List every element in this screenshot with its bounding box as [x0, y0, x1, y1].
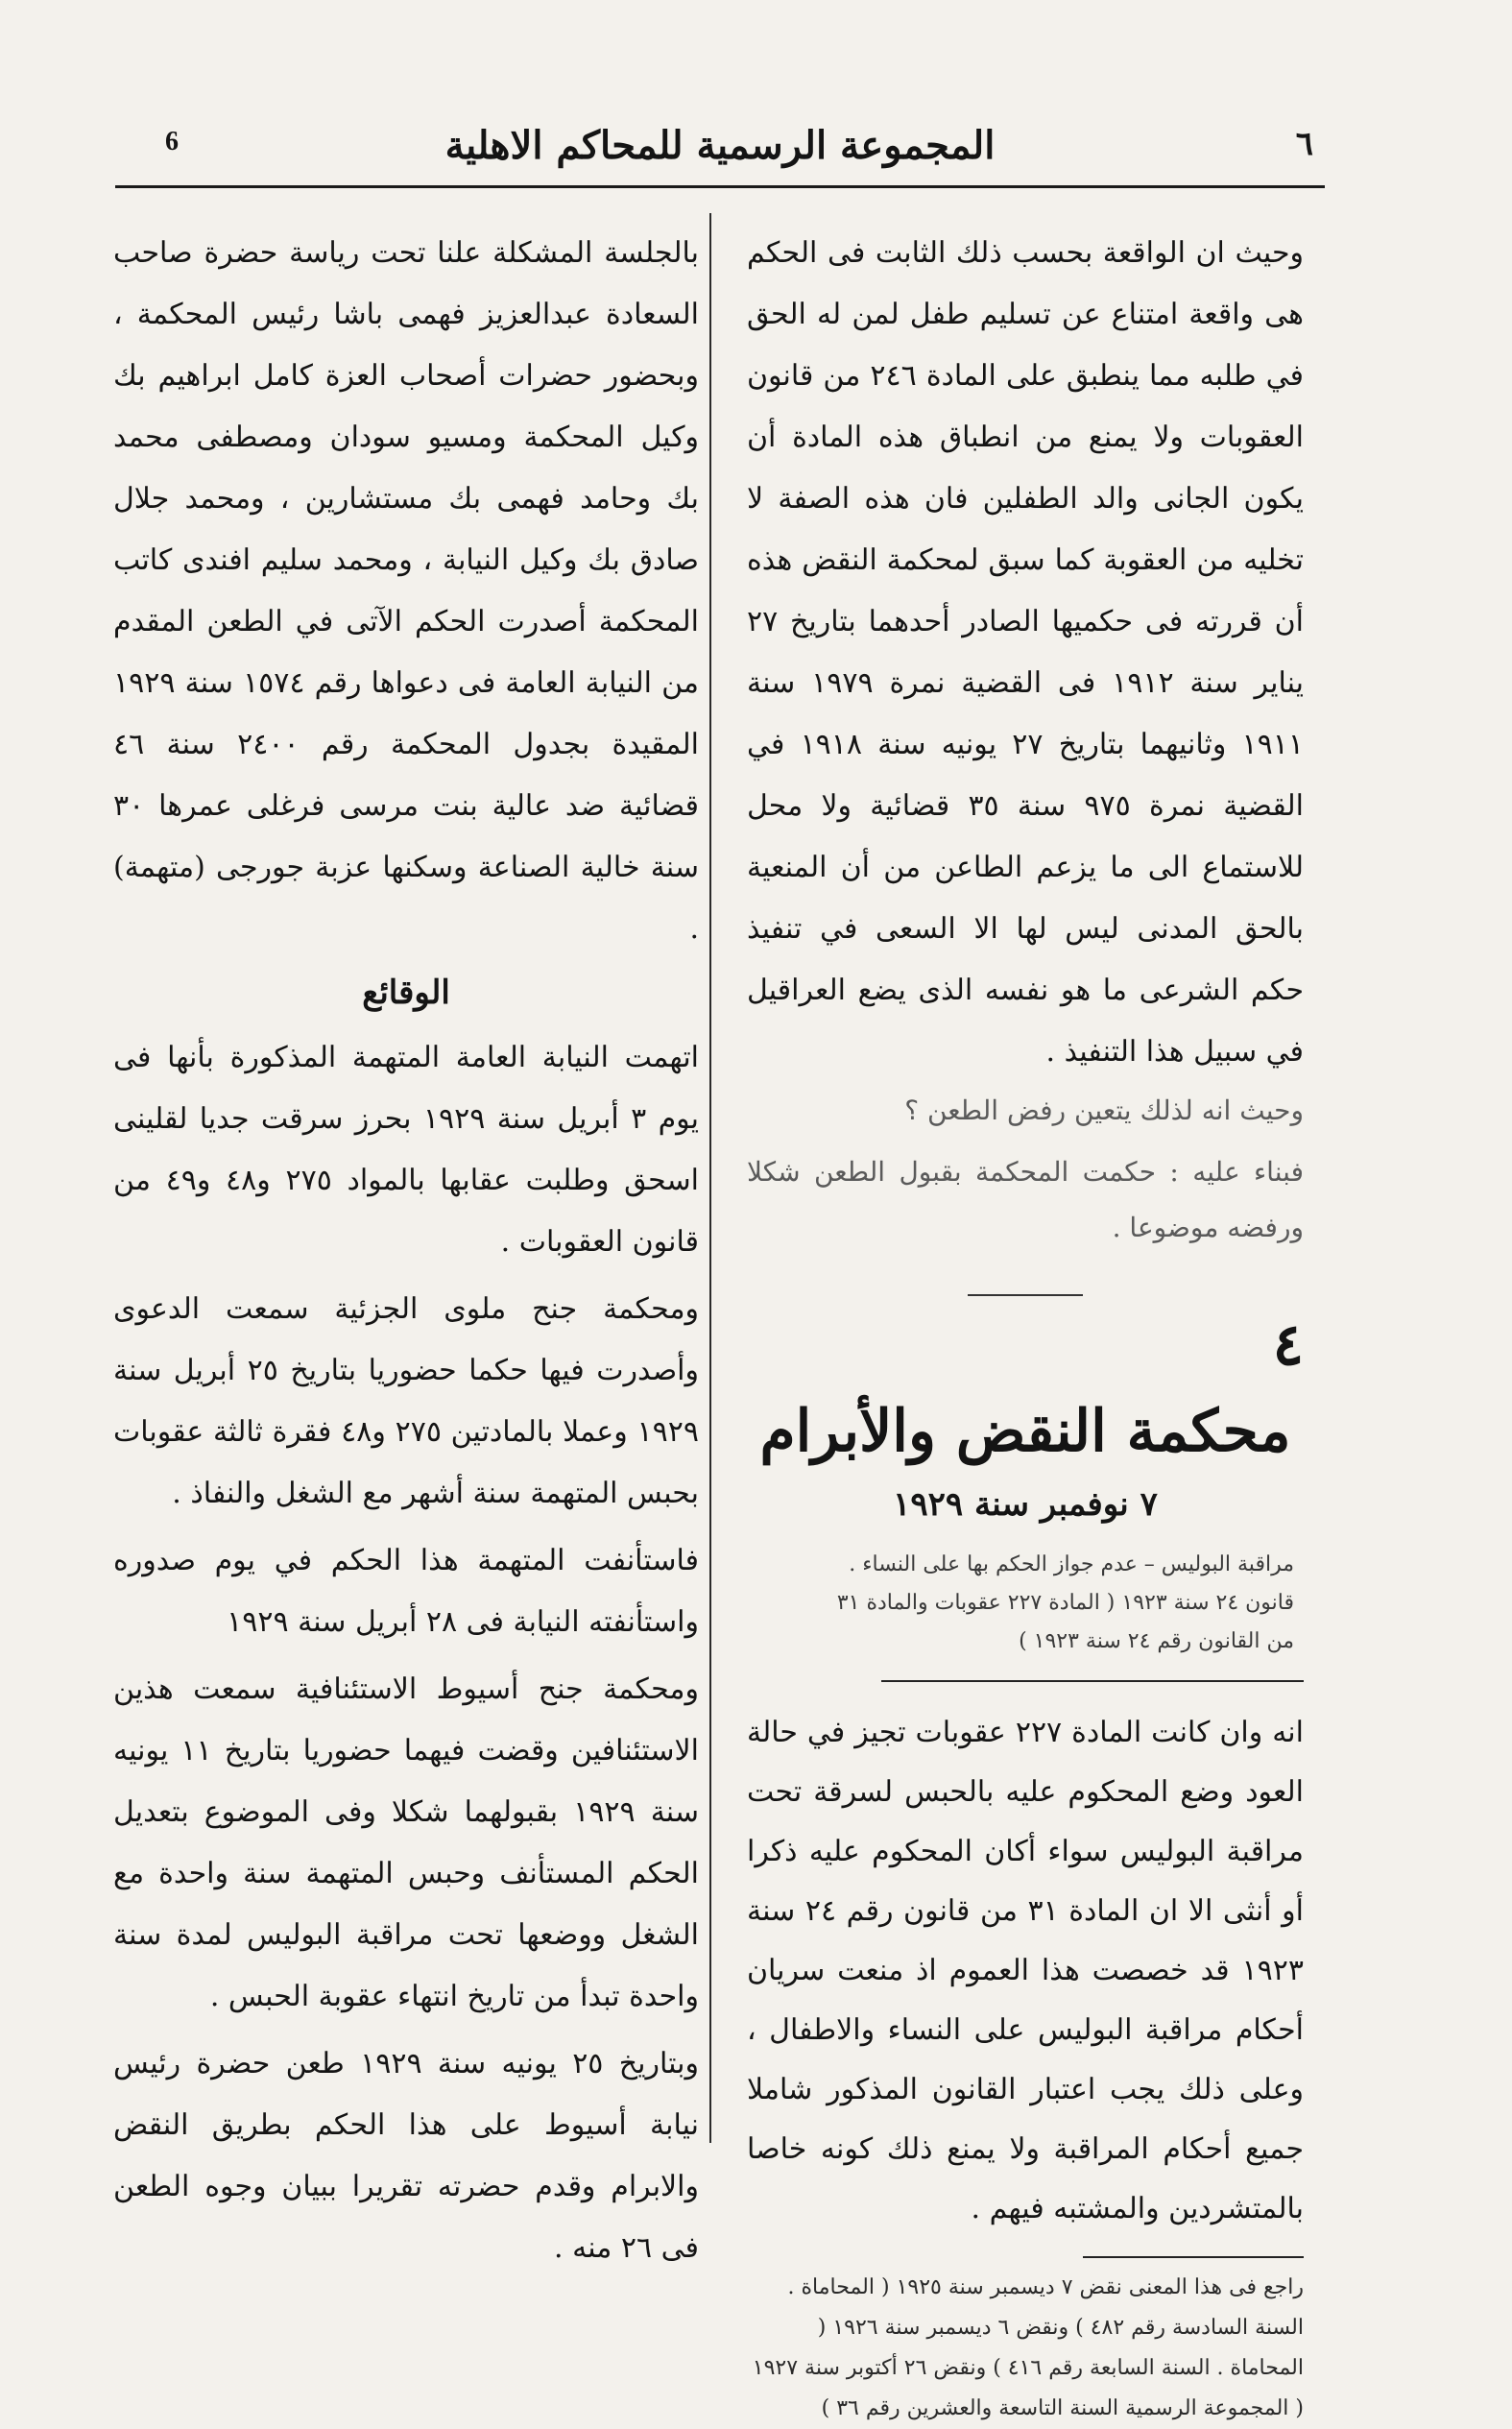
header-rule: [115, 185, 1325, 188]
facts-paragraph: فاستأنفت المتهمة هذا الحكم في يوم صدوره واستأنفته النيابة فى ٢٨ أبريل سنة ١٩٢٩: [113, 1544, 699, 1639]
facts-paragraph: ومحكمة جنح أسيوط الاستئنافية سمعت هذين الاستئنافين وقضت فيهما حضوريا بتاريخ ١١ يونيه سنة ١٩٢٩ بقبولهما شكلا وفى الموضوع بتعديل الحكم المستأنف وحبس المتهمة سنة واحدة مع الشغل ووضعها تحت مراقبة البوليس لمدة سنة واحدة تبدأ من تاريخ انتهاء عقوبة الحبس .: [113, 1672, 699, 2013]
case-number-ornament: ٤: [1272, 1311, 1304, 1379]
facts-paragraph: وبتاريخ ٢٥ يونيه سنة ١٩٢٩ طعن حضرة رئيس نيابة أسيوط على هذا الحكم بطريق النقض والابرام وقدم حضرته تقريرا ببيان وجوه الطعن فى ٢٦ منه .: [113, 2047, 699, 2265]
facts-paragraph: ومحكمة جنح ملوى الجزئية سمعت الدعوى وأصدرت فيها حكما حضوريا بتاريخ ٢٥ أبريل سنة ١٩٢٩ وعملا بالمادتين ٢٧٥ و٤٨ فقرة ثالثة عقوبات بحبس المتهمة سنة أشهر مع الشغل والنفاذ .: [113, 1292, 700, 1510]
judgment-paragraph: وحيث ان الواقعة بحسب ذلك الثابت فى الحكم هى واقعة امتناع عن تسليم طفل لمن له الحق في طلبه مما ينطبق على المادة ٢٤٦ من قانون العقوبات ولا يمنع من انطباق هذه المادة أن يكون الجانى والد الطفلين فان هذه الصفة لا تخليه من العقوبة كما سبق لمحكمة النقض هذه أن قررته فى حكميها الصادر أحدهما بتاريخ ٢٧ يناير سنة ١٩١٢ فى القضية نمرة ١٩٧٩ سنة ١٩١١ وثانيهما بتاريخ ٢٧ يونيه سنة ١٩١٨ في القضية نمرة ٩٧٥ سنة ٣٥ قضائية ولا محل للاستماع الى ما يزعم الطاعن من أن المنعية بالحق المدنى ليس لها الا السعى في تنفيذ حكم الشرعى ما هو نفسه الذى يضع العراقيل في سبيل هذا التنفيذ .: [747, 236, 1305, 1069]
facts-heading: الوقائع: [362, 974, 450, 1012]
ornament-rule: [968, 1294, 1083, 1296]
page-number-latin: 6: [165, 127, 179, 156]
summary-line: قانون ٢٤ سنة ١٩٢٣ ( المادة ٢٢٧ عقوبات والمادة ٣١: [836, 1591, 1294, 1615]
case-summary: [747, 1546, 1304, 1661]
footnote: راجع فى هذا المعنى نقض ٧ ديسمبر سنة ١٩٢٥ ( المحاماة . السنة السادسة رقم ٤٨٢ ) ونقض ٦ ديسمبر سنة ١٩٢٦ ( المحاماة . السنة السابعة رقم ٤١٦ ) ونقض ٢٦ أكتوبر سنة ١٩٢٧ ( المجموعة الرسمية السنة التاسعة والعشرين رقم ٣٦ ): [752, 2275, 1304, 2420]
left-column: [113, 223, 699, 2279]
faded-text-block: [747, 1083, 1304, 1256]
verdict-paragraph: فبناء عليه : حكمت المحكمة بقبول الطعن شكلا ورفضه موضوعا .: [747, 1156, 1304, 1243]
page-number-arabic: ٦: [1295, 125, 1313, 163]
summary-line: من القانون رقم ٢٤ سنة ١٩٢٣ ): [1019, 1629, 1294, 1653]
principle-paragraph: انه وان كانت المادة ٢٢٧ عقوبات تجيز في حالة العود وضع المحكوم عليه بالحبس لسرقة تحت مراقبة البوليس سواء أكان المحكوم عليه ذكرا أو أنثى الا ان المادة ٣١ من قانون رقم ٢٤ سنة ١٩٢٣ قد خصصت هذا العموم اذ منعت سريان أحكام مراقبة البوليس على النساء والاطفال ، وعلى ذلك يجب اعتبار القانون المذكور شاملا جميع أحكام المراقبة ولا يمنع ذلك كونه خاصا بالمتشردين والمشتبه فيهم .: [747, 1716, 1304, 2225]
column-divider: [709, 213, 711, 2143]
footnote-rule: [1083, 2256, 1304, 2258]
section-ornament: [747, 1294, 1304, 1379]
court-date: ٧ نوفمبر سنة ١٩٢٩: [893, 1485, 1158, 1524]
page-header: [115, 115, 1325, 182]
right-column: [747, 223, 1304, 2429]
facts-paragraph: اتهمت النيابة العامة المتهمة المذكورة بأنها فى يوم ٣ أبريل سنة ١٩٢٩ بحرز سرقت جديا لقلينى اسحق وطلبت عقابها بالمواد ٢٧٥ و٤٨ و٤٩ من قانون العقوبات .: [113, 1041, 699, 1259]
court-title: محكمة النقض والأبرام: [759, 1398, 1291, 1465]
summary-rule: [881, 1680, 1304, 1682]
journal-title: المجموعة الرسمية للمحاكم الاهلية: [444, 123, 996, 168]
summary-line: مراقبة البوليس – عدم جواز الحكم بها على النساء .: [849, 1552, 1294, 1576]
judgment-paragraph: وحيث انه لذلك يتعين رفض الطعن ؟: [904, 1094, 1304, 1126]
session-paragraph: بالجلسة المشكلة علنا تحت رياسة حضرة صاحب السعادة عبدالعزيز فهمى باشا رئيس المحكمة ، وبحضور حضرات أصحاب العزة كامل ابراهيم بك وكيل المحكمة ومسيو سودان ومصطفى محمد بك وحامد فهمى بك مستشارين ، ومحمد جلال صادق بك وكيل النيابة ، ومحمد سليم افندى كاتب المحكمة أصدرت الحكم الآتى في الطعن المقدم من النيابة العامة فى دعواها رقم ١٥٧٤ سنة ١٩٢٩ المقيدة بجدول المحكمة رقم ٢٤٠٠ سنة ٤٦ قضائية ضد عالية بنت مرسى فرغلى عمرها ٣٠ سنة خالية الصناعة وسكنها عزبة جورجى (متهمة) .: [113, 236, 699, 946]
principle-block: [747, 1703, 1304, 2239]
